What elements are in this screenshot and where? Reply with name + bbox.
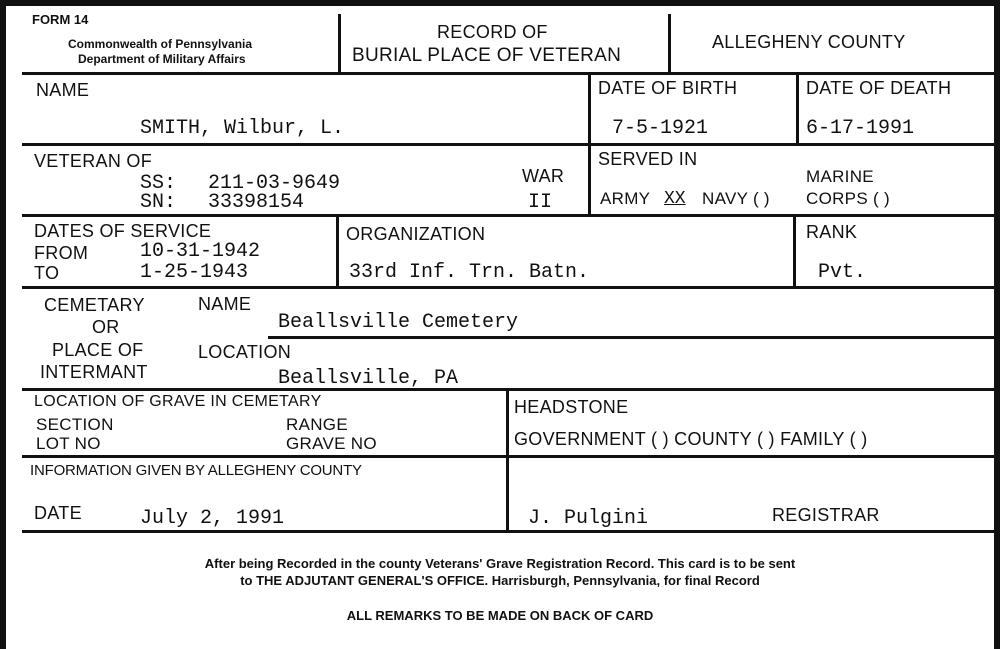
cemetery-label-1: CEMETARY <box>44 295 145 315</box>
dob-label: DATE OF BIRTH <box>598 78 738 98</box>
dod-value: 6-17-1991 <box>806 117 915 140</box>
to-value: 1-25-1943 <box>140 261 249 284</box>
dob-value: 7-5-1921 <box>612 117 709 140</box>
war-value: II <box>528 191 553 214</box>
rule-v-name-1 <box>588 72 591 214</box>
rule-header-bottom <box>22 72 994 75</box>
grave-no-label: GRAVE NO <box>286 434 377 453</box>
date-value: July 2, 1991 <box>140 507 285 530</box>
rule-v-name-2 <box>796 72 799 143</box>
cemetery-name-label: NAME <box>198 294 252 314</box>
to-label: TO <box>34 263 60 283</box>
sn-value: 33398154 <box>208 191 305 214</box>
served-in-label: SERVED IN <box>598 149 698 169</box>
rule-cemname-bottom <box>268 336 994 339</box>
agency-line-1: Commonwealth of Pennsylvania <box>68 37 253 51</box>
grave-location-label: LOCATION OF GRAVE IN CEMETARY <box>34 393 322 410</box>
rank-value: Pvt. <box>818 261 867 284</box>
dod-label: DATE OF DEATH <box>806 78 952 98</box>
ss-value: 211-03-9649 <box>208 172 341 195</box>
range-label: RANGE <box>286 415 348 434</box>
sn-label: SN: <box>140 191 177 214</box>
veteran-of-label: VETERAN OF <box>34 151 153 171</box>
rule-v-grave-1 <box>506 388 509 533</box>
rule-service-bottom <box>22 286 994 289</box>
name-label: NAME <box>36 80 90 100</box>
lot-no-label: LOT NO <box>36 434 101 453</box>
cemetery-label-3: PLACE OF <box>52 340 144 360</box>
card-edge-top <box>0 0 1000 6</box>
info-given-label: INFORMATION GIVEN BY ALLEGHENY COUNTY <box>30 462 362 479</box>
title-line-2: BURIAL PLACE OF VETERAN <box>352 45 622 66</box>
footer-line-3: ALL REMARKS TO BE MADE ON BACK OF CARD <box>346 608 654 623</box>
organization-value: 33rd Inf. Trn. Batn. <box>349 261 590 284</box>
agency-line-2: Department of Military Affairs <box>78 52 246 66</box>
rule-v-header-1 <box>338 14 341 72</box>
cemetery-location-value: Beallsville, PA <box>278 367 459 390</box>
date-label: DATE <box>34 503 82 523</box>
marine-label: MARINE <box>806 167 874 186</box>
rule-veteran-bottom <box>22 214 994 217</box>
rule-v-header-2 <box>668 14 671 72</box>
army-label: ARMY <box>600 189 651 208</box>
from-value: 10-31-1942 <box>140 240 261 263</box>
ss-label: SS: <box>140 172 177 195</box>
war-label: WAR <box>522 166 565 186</box>
rule-v-service-1 <box>336 214 339 286</box>
title-line-1: RECORD OF <box>437 22 548 42</box>
cemetery-label-2: OR <box>92 317 120 337</box>
from-label: FROM <box>34 243 89 263</box>
form-number: FORM 14 <box>32 12 89 27</box>
cemetery-name-value: Beallsville Cemetery <box>278 311 519 334</box>
rank-label: RANK <box>806 222 858 242</box>
rule-name-bottom <box>22 143 994 146</box>
card-edge-right <box>994 0 1000 649</box>
registrar-name: J. Pulgini <box>528 507 649 530</box>
cemetery-location-label: LOCATION <box>198 342 292 362</box>
headstone-label: HEADSTONE <box>514 397 629 417</box>
army-mark: XX <box>664 189 686 209</box>
registrar-label: REGISTRAR <box>772 505 880 525</box>
headstone-options: GOVERNMENT ( ) COUNTY ( ) FAMILY ( ) <box>514 429 868 449</box>
section-label: SECTION <box>36 415 114 434</box>
navy-label: NAVY ( ) <box>702 189 770 208</box>
cemetery-label-4: INTERMANT <box>40 362 148 382</box>
rule-v-service-2 <box>793 214 796 286</box>
organization-label: ORGANIZATION <box>346 224 486 244</box>
county-name: ALLEGHENY COUNTY <box>712 32 906 52</box>
veteran-name: SMITH, Wilbur, L. <box>140 117 345 140</box>
footer-line-2: to THE ADJUTANT GENERAL'S OFFICE. Harrisburgh, Pennsylvania, for final Record <box>240 573 760 588</box>
card-edge-left <box>0 0 6 649</box>
corps-label: CORPS ( ) <box>806 189 890 208</box>
footer-line-1: After being Recorded in the county Veterans' Grave Registration Record. This card is to be sent <box>204 556 796 571</box>
dates-of-service-label: DATES OF SERVICE <box>34 221 212 241</box>
